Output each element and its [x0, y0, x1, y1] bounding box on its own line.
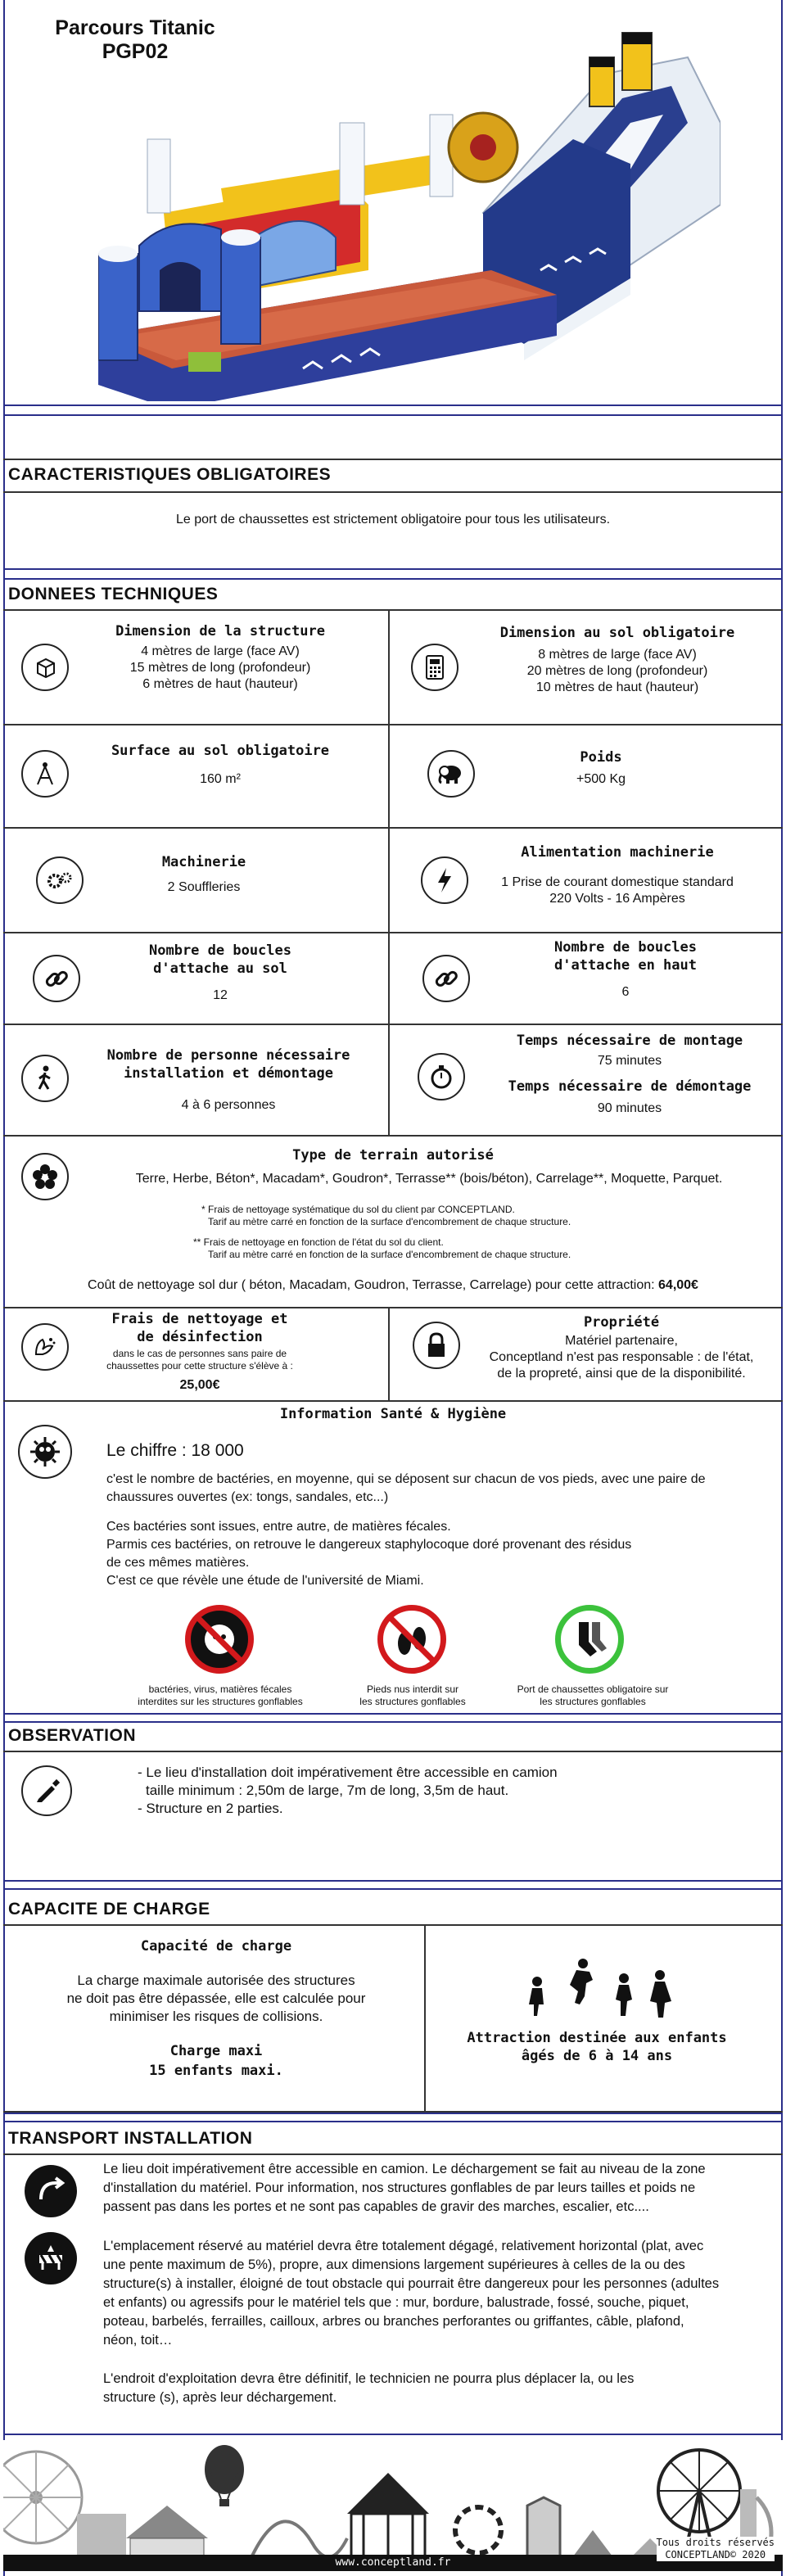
boucles-sol-value: 12 — [213, 988, 228, 1002]
cleaning-hands-icon — [21, 1323, 69, 1371]
row-terrain — [3, 1137, 783, 1308]
section-divider — [3, 2113, 783, 2122]
personnes-title: Nombre de personne nécessaire installation et démontage — [106, 1047, 350, 1082]
capacite-box-title: Capacité de charge — [140, 1938, 292, 1955]
boucles-haut-value: 6 — [621, 985, 630, 999]
padlock-icon — [413, 1322, 460, 1369]
surface-value: 160 m² — [200, 772, 241, 786]
demontage-title: Temps nécessaire de démontage — [508, 1078, 752, 1095]
sante-block — [3, 1402, 783, 1711]
terrain-cost: Coût de nettoyage sol dur ( béton, Macadam, Goudron, Terrasse, Carrelage) pour cette attraction: 64,00€ — [88, 1278, 698, 1292]
row-surface-poids — [3, 725, 783, 829]
section-divider — [3, 1880, 783, 1890]
frais-desc: dans le cas de personnes sans paire de chaussettes pour cette structure s'élève à : — [106, 1348, 293, 1372]
dimension-sol-title: Dimension au sol obligatoire — [499, 625, 735, 641]
row-frais-propriete — [3, 1308, 783, 1402]
terrain-cost-value: 64,00€ — [658, 1278, 698, 1292]
observation-text: - Le lieu d'installation doit impérativement être accessible en camion taille minimum : 2,50m de large, 7m de long, 3,5m de haut. - Structure en 2 parties. — [138, 1765, 558, 1816]
charge-maxi-value: 15 enfants maxi. — [149, 2063, 283, 2079]
rule — [3, 2153, 783, 2155]
rule — [3, 491, 783, 493]
chain-link-icon — [422, 955, 470, 1002]
poids-value: +500 Kg — [576, 772, 626, 786]
transport-p3: L'endroit d'exploitation devra être définitif, le technicien ne pourra plus déplacer la, ou les structure (s), après leur déchargement. — [103, 2371, 635, 2405]
row-boucles — [3, 933, 783, 1025]
section-title-caracteristiques: CARACTERISTIQUES OBLIGATOIRES — [8, 465, 332, 484]
montage-title: Temps nécessaire de montage — [516, 1033, 743, 1049]
section-title-capacite: CAPACITE DE CHARGE — [8, 1900, 210, 1918]
section-title-donnees: DONNEES TECHNIQUES — [8, 585, 219, 603]
section-title-transport: TRANSPORT INSTALLATION — [8, 2129, 253, 2148]
machinerie-title: Machinerie — [161, 854, 246, 870]
propriete-desc: Matériel partenaire, Conceptland n'est pas responsable : de l'état, de la propreté, ainsi que de la disponibilité. — [489, 1334, 754, 1381]
sante-p1: c'est le nombre de bactéries, en moyenne, qui se déposent sur chacun de vos pieds, avec une paire de chaussures ouvertes (ex: tongs, sandales, etc...) — [106, 1472, 706, 1504]
frais-title: Frais de nettoyage et de désinfection — [111, 1311, 288, 1345]
virus-icon — [18, 1425, 72, 1479]
section-title-observation: OBSERVATION — [8, 1726, 137, 1745]
cube-dimension-icon — [21, 644, 69, 691]
row-machinerie — [3, 829, 783, 933]
sante-chiffre: Le chiffre : 18 000 — [106, 1441, 244, 1460]
footer-rights: Tous droits réservés CONCEPTLAND© 2020 — [656, 2537, 775, 2560]
walking-person-icon — [21, 1055, 69, 1102]
destinee-enfants: Attraction destinée aux enfants âgés de 6 à 14 ans — [467, 2030, 727, 2064]
product-title: Parcours Titanic PGP02 — [55, 16, 215, 63]
surface-title: Surface au sol obligatoire — [111, 743, 330, 759]
terrain-note-1: * Frais de nettoyage systématique du sol du client par CONCEPTLAND. Tarif au mètre carré en fonction de la surface d'encombrement de chaque structure. — [201, 1204, 571, 1227]
calculator-icon — [411, 644, 458, 691]
montage-value: 75 minutes — [597, 1054, 662, 1068]
dimension-title: Dimension de la structure — [115, 623, 325, 639]
row-dimensions — [3, 611, 783, 725]
road-turn-icon — [25, 2165, 77, 2217]
section-divider — [3, 404, 783, 416]
children-playing-icon — [519, 1955, 683, 2021]
dimension-sol-values: 8 mètres de large (face AV) 20 mètres de long (profondeur) 10 mètres de haut (hauteur) — [526, 648, 708, 694]
lightning-icon — [421, 856, 468, 904]
personnes-value: 4 à 6 personnes — [181, 1098, 276, 1112]
warning-barrier-icon — [25, 2232, 77, 2285]
product-image — [98, 25, 720, 401]
terrain-title: Type de terrain autorisé — [292, 1147, 494, 1164]
transport-p1: Le lieu doit impérativement être accessible en camion. Le déchargement se fait au niveau de la zone d'installation du matériel. Pour information, nos structures gonflables de par leurs tailles et poids ne passent pas dans les portes et ne sont pas capables de gravir des marches, escalier, etc.... — [103, 2162, 706, 2214]
terrain-note-2: ** Frais de nettoyage en fonction de l'état du sol du client. Tarif au mètre carré en fonction de la surface d'encombrement de chaque structure. — [193, 1236, 571, 1260]
alimentation-title: Alimentation machinerie — [521, 844, 714, 861]
boucles-haut-title: Nombre de boucles d'attache en haut — [554, 939, 697, 974]
charge-maxi-title: Charge maxi — [169, 2043, 263, 2059]
demontage-value: 90 minutes — [597, 1101, 662, 1115]
socks-mandatory-text: Le port de chaussettes est strictement obligatoire pour tous les utilisateurs. — [175, 513, 611, 526]
capacite-block — [3, 1926, 783, 2113]
compass-icon — [21, 750, 69, 798]
socks-caption: Port de chaussettes obligatoire sur les structures gonflables — [517, 1683, 669, 1707]
footer-url[interactable]: www.conceptland.fr — [335, 2556, 451, 2569]
section-divider — [3, 1713, 783, 1723]
gears-icon — [36, 856, 84, 904]
stopwatch-icon — [418, 1053, 465, 1100]
row-personnes-temps — [3, 1025, 783, 1137]
alimentation-values: 1 Prise de courant domestique standard 220 Volts - 16 Ampères — [501, 875, 734, 906]
pen-icon — [21, 1765, 72, 1816]
elephant-icon — [427, 750, 475, 798]
bare-feet-caption: Pieds nus interdit sur les structures gonflables — [359, 1683, 466, 1707]
bare-feet-prohibited-icon — [377, 1605, 446, 1674]
sante-p2: Ces bactéries sont issues, entre autre, de matières fécales. Parmis ces bactéries, on retrouve le dangereux staphylocoque doré provenant des résidus de ces mêmes matières. C'est ce que révèle une étude de l'université de Miami. — [106, 1520, 632, 1588]
terrain-list: Terre, Herbe, Béton*, Macadam*, Goudron*, Terrasse** (bois/béton), Carrelage**, Moquette, Parquet. — [135, 1172, 723, 1186]
frais-value: 25,00€ — [179, 1378, 220, 1392]
rule — [3, 459, 783, 460]
sante-title: Information Santé & Hygiène — [279, 1406, 507, 1422]
socks-allowed-icon — [555, 1605, 624, 1674]
section-divider — [3, 568, 783, 580]
dimension-values: 4 mètres de large (face AV) 15 mètres de long (profondeur) 6 mètres de haut (hauteur) — [129, 644, 311, 691]
propriete-title: Propriété — [583, 1314, 660, 1331]
bacteria-caption: bactéries, virus, matières fécales interdites sur les structures gonflables — [138, 1683, 303, 1707]
machinerie-value: 2 Souffleries — [167, 880, 241, 894]
poids-title: Poids — [580, 749, 622, 766]
transport-p2: L'emplacement réservé au matériel devra être totalement dégagé, relativement horizontal (plat, avec une pente maximum de 5%), propre, aux dimensions largement supérieures à celles de la ou des structure(s) à installer, éloigné de tout obstacle qui pourrait être dangereux pour les personnes (adultes et enfants) ou agressifs pour le matériel tels que : mur, bordure, balustrade, fossé, souche, piquet, poteau, barbelés, ferrailles, cailloux, arbres ou branches perforantes ou griffantes, câble, plafond, néon, toit… — [103, 2239, 720, 2348]
boucles-sol-title: Nombre de boucles d'attache au sol — [149, 942, 291, 977]
bacteria-prohibited-icon — [185, 1605, 254, 1674]
capacite-desc: La charge maximale autorisée des structures ne doit pas être dépassée, elle est calculée pour minimiser les risques de collisions. — [66, 1973, 366, 2024]
chain-link-icon — [33, 955, 80, 1002]
rule — [3, 1751, 783, 1752]
